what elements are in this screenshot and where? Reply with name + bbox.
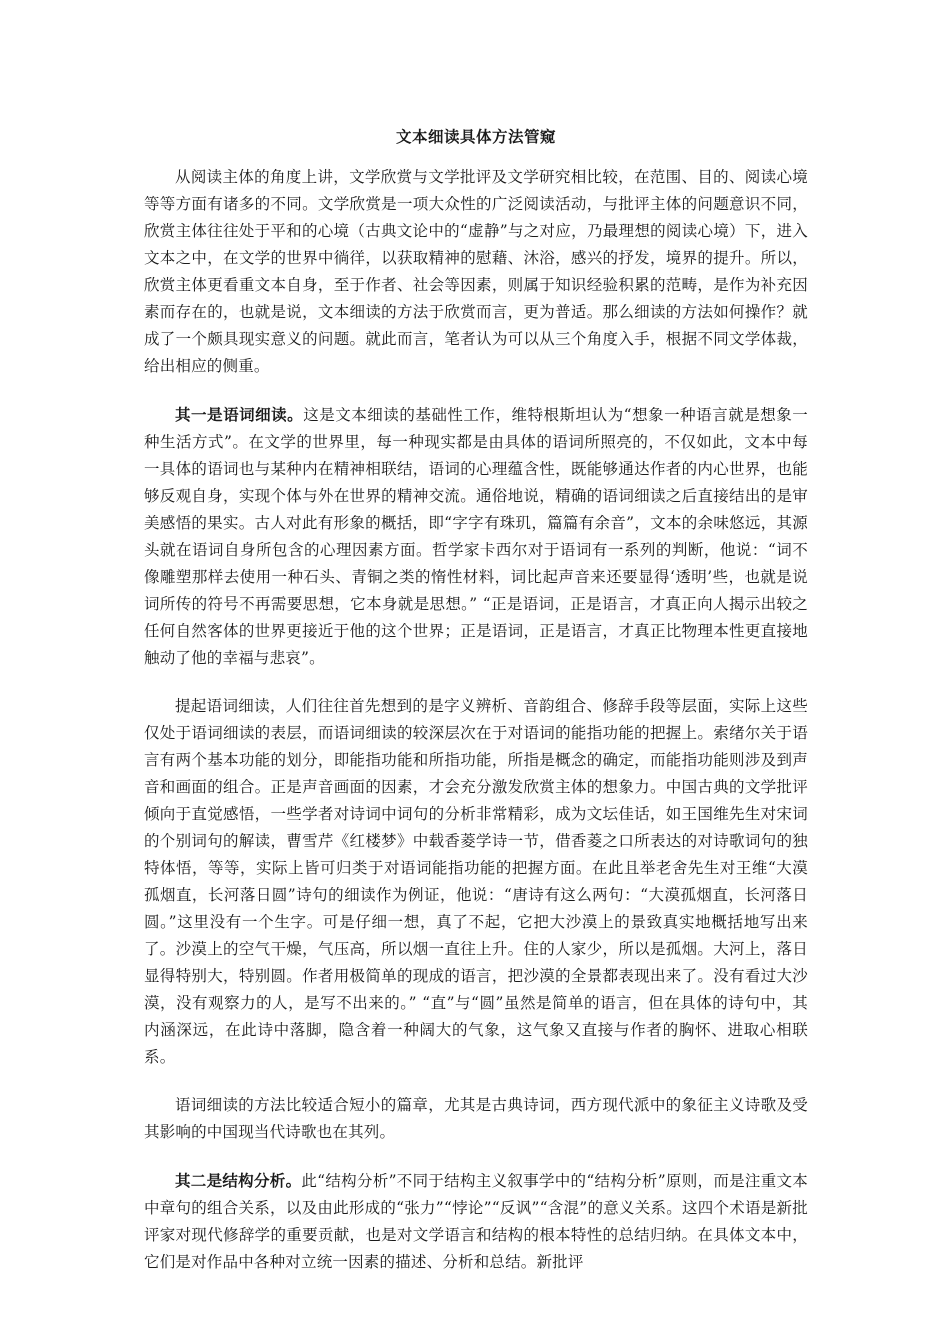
document-title: 文本细读具体方法管窥: [395, 127, 556, 146]
paragraph-signifier: [144, 693, 808, 1071]
paragraph-text: 语词细读的方法比较适合短小的篇章，尤其是古典诗词，西方现代派中的象征主义诗歌及受其影响的中国现当代诗歌也在其列。: [144, 1096, 808, 1141]
paragraph-text: 提起语词细读，人们往往首先想到的是字义辨析、音韵组合、修辞手段等层面，实际上这些仅处于语词细读的表层，而语词细读的较深层次在于对语词的能指功能的把握上。索绪尔关于语言有两个基本功能的划分，即能指功能和所指功能，所指是概念的确定，而能指功能则涉及到声音和画面的组合。正是声音画面的因素，才会充分激发欣赏主体的想象力。中国古典的文学批评倾向于直觉感悟，一些学者对诗词中词句的分析非常精彩，成为文坛佳话，如王国维先生对宋词的个别词句的解读，曹雪芹《红楼梦》中载香菱学诗一节，借香菱之口所表达的对诗歌词句的独特体悟，等等，实际上皆可归类于对语词能指功能的把握方面。在此且举老舍先生对王维“大漠孤烟直，长河落日圆”诗句的细读作为例证，他说：“唐诗有这么两句：“大漠孤烟直，长河落日圆。”这里没有一个生字。可是仔细一想，真了不起，它把大沙漠上的景致真实地概括地写出来了。沙漠上的空气干燥，气压高，所以烟一直往上升。住的人家少，所以是孤烟。大河上，落日显得特别大，特别圆。作者用极简单的现成的语言，把沙漠的全景都表现出来了。没有看过大沙漠，没有观察力的人，是写不出来的。” “直”与“圆”虽然是简单的语言，但在具体的诗句中，其内涵深远，在此诗中落脚，隐含着一种阔大的气象，这气象又直接与作者的胸怀、进取心相联系。: [144, 697, 808, 1066]
paragraph-suitability: [144, 1092, 808, 1146]
paragraph-text: 此“结构分析”不同于结构主义叙事学中的“结构分析”原则，而是注重文本中章句的组合关系，以及由此形成的“张力”“悖论”“反讽”“含混”的意义关系。这四个术语是新批评家对现代修辞学的重要贡献，也是对文学语言和结构的根本特性的总结归纳。在具体文本中，它们是对作品中各种对立统一因素的描述、分析和总结。新批评: [144, 1172, 809, 1271]
paragraph-word-reading: [144, 401, 808, 672]
document-page: [144, 122, 808, 1297]
paragraph-lead: 其一是语词细读。: [175, 405, 304, 424]
paragraph-text: 这是文本细读的基础性工作，维特根斯坦认为“想象一种语言就是想象一种生活方式”。在文学的世界里，每一种现实都是由具体的语词所照亮的，不仅如此，文本中每一具体的语词也与某种内在精神相联结，语词的心理蕴含性，既能够通达作者的内心世界，也能够反观自身，实现个体与外在世界的精神交流。通俗地说，精确的语词细读之后直接结出的是审美感悟的果实。古人对此有形象的概括，即“字字有珠玑，篇篇有余音”，文本的余味悠远，其源头就在语词自身所包含的心理因素方面。哲学家卡西尔对于语词有一系列的判断，他说：“词不像雕塑那样去使用一种石头、青铜之类的惰性材料，词比起声音来还要显得‘透明’些，也就是说词所传的符号不再需要思想，它本身就是思想。” “正是语词，正是语言，才真正向人揭示出较之任何自然客体的世界更接近于他的这个世界；正是语词，正是语言，才真正比物理本性更直接地触动了他的幸福与悲哀”。: [144, 406, 808, 667]
paragraph-text: 从阅读主体的角度上讲，文学欣赏与文学批评及文学研究相比较，在范围、目的、阅读心境等等方面有诸多的不同。文学欣赏是一项大众性的广泛阅读活动，与批评主体的问题意识不同，欣赏主体往往处于平和的心境（古典文论中的“虚静”与之对应，乃最理想的阅读心境）下，进入文本之中，在文学的世界中徜徉，以获取精神的慰藉、沐浴，感兴的抒发，境界的提升。所以，欣赏主体更看重文本自身，至于作者、社会等因素，则属于知识经验积累的范畴，是作为补充因素而存在的，也就是说，文本细读的方法于欣赏而言，更为普适。那么细读的方法如何操作？就成了一个颇具现实意义的问题。就此而言，笔者认为可以从三个角度入手，根据不同文学体裁，给出相应的侧重。: [144, 168, 808, 375]
paragraph-lead: 其二是结构分析。: [175, 1171, 302, 1190]
paragraph-intro: [144, 164, 808, 380]
paragraph-structure-analysis: [144, 1167, 808, 1276]
